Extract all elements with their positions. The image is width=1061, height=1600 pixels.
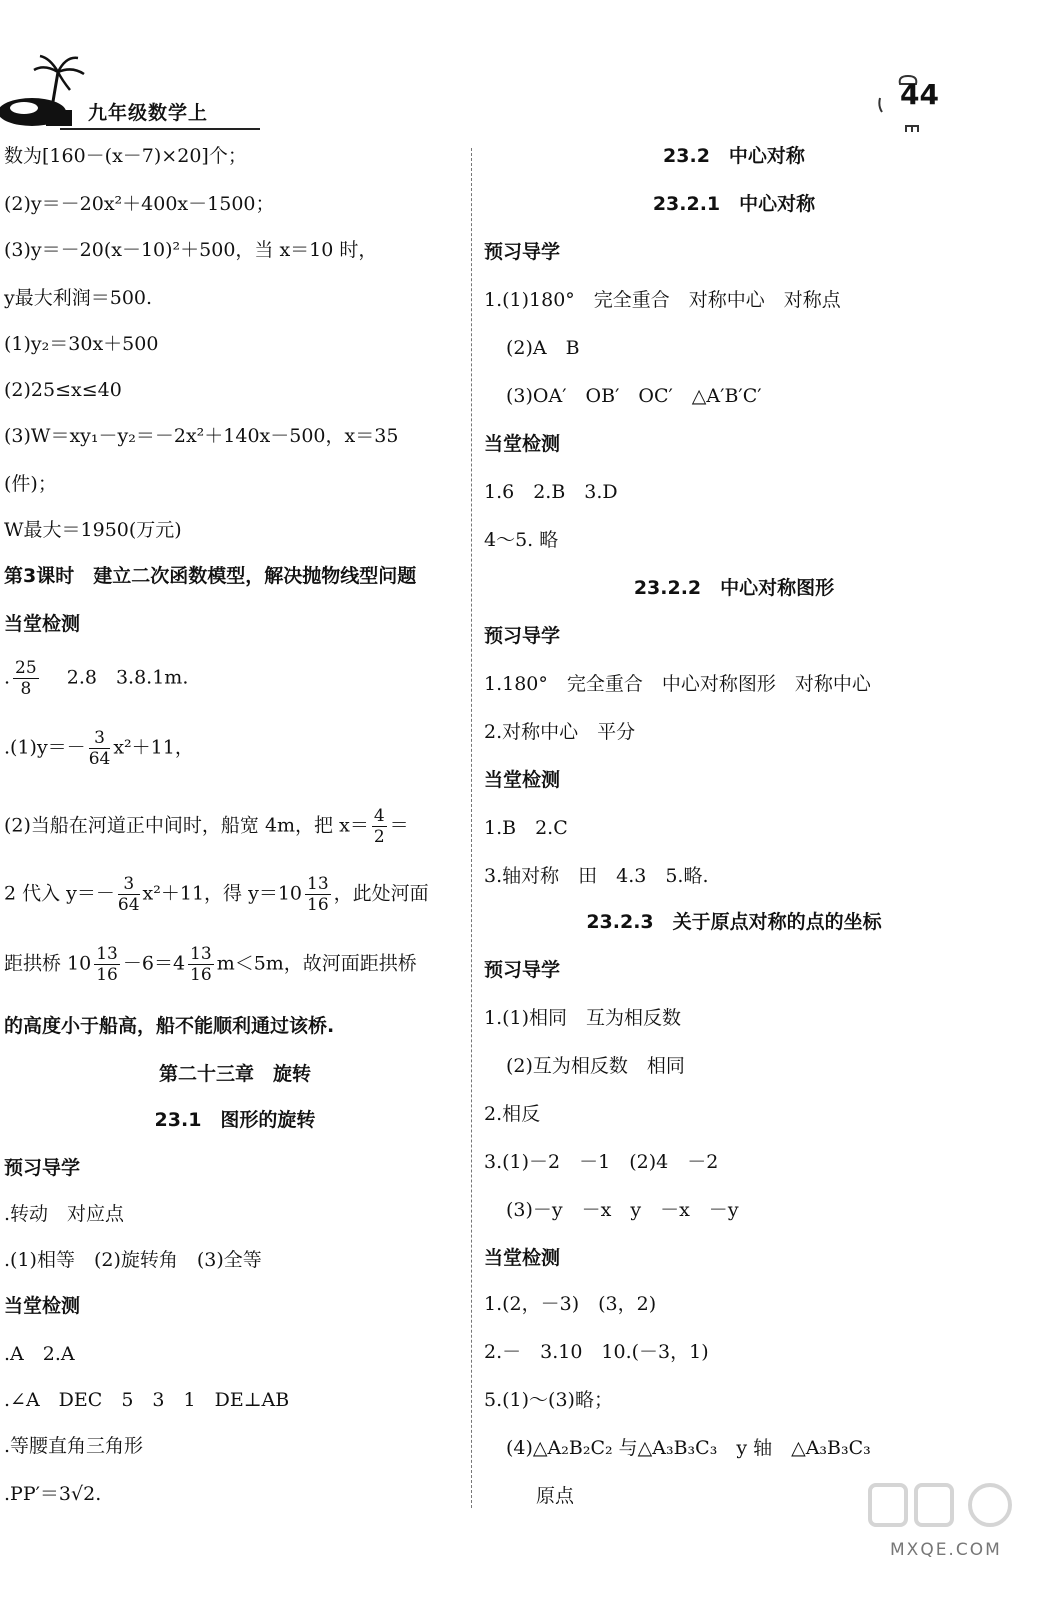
answer-line: 距拱桥 10 $\frac{13}{16}$ －6＝4 $\frac{13}{16}$ m＜5m，故河面距拱桥 [4,944,417,985]
answer-line: .A 2.A [4,1343,75,1365]
answer-line: y最大利润＝500. [4,287,153,309]
answer-line: . $\frac{25}{8}$ 2.8 3.8.1m. [4,658,189,699]
section-heading: 当堂检测 [4,613,81,635]
fraction: $\frac{3}{64}$ [117,874,140,915]
answer-line: 5.(1)～(3)略； [484,1389,613,1411]
section-heading: 当堂检测 [4,1295,81,1317]
answer-line: (2)y＝－20x²＋400x－1500； [4,193,275,215]
section-heading: 23.1 图形的旋转 [154,1109,316,1131]
answer-line: 1.6 2.B 3.D [484,481,618,503]
answer-line: 2.－ 3.10 10.(－3，1) [484,1341,709,1363]
answer-line: 2.对称中心 平分 [484,721,636,743]
answer-line: (3)－y －x y －x －y [506,1199,739,1221]
section-heading: 预习导学 [4,1157,81,1179]
answer-line: .∠A DEC 5 3 1 DE⊥AB [4,1389,290,1411]
section-heading: 23.2 中心对称 [663,145,805,167]
fraction: $\frac{4}{2}$ [373,806,385,847]
answer-line: 原点 [536,1485,575,1507]
answer-line: .(1)y＝－ $\frac{3}{64}$ x²＋11， [4,728,194,769]
header-title: 九年级数学上 [88,102,209,124]
watermark-logo-icon [860,1480,1040,1540]
section-heading: 预习导学 [484,625,561,647]
header-rule [60,128,260,130]
answer-line: 1.180° 完全重合 中心对称图形 对称中心 [484,673,871,695]
palm-island-logo-icon [0,50,90,135]
section-heading: 预习导学 [484,959,561,981]
fraction: $\frac{13}{16}$ [96,944,118,985]
page-header [0,50,1061,140]
answer-line: 2 代入 y＝－ $\frac{3}{64}$ x²＋11，得 y＝10 $\frac{13}{16}$ ，此处河面 [4,874,429,915]
section-heading: 当堂检测 [484,1247,561,1269]
answer-line: 3.(1)－2 －1 (2)4 －2 [484,1151,719,1173]
answer-line: (2)25≤x≤40 [4,379,122,401]
answer-line: (3)y＝－20(x－10)²＋500，当 x＝10 时， [4,239,378,261]
answer-line: .转动 对应点 [4,1203,125,1225]
fraction: $\frac{13}{16}$ [307,874,329,915]
answer-line: 数为[160－(x－7)×20]个； [4,145,247,167]
answer-line: 1.B 2.C [484,817,568,839]
answer-line: (4)△A₂B₂C₂ 与△A₃B₃C₃ y 轴 △A₃B₃C₃ [506,1437,871,1459]
answer-line: (2)当船在河道正中间时，船宽 4m，把 x＝ $\frac{4}{2}$ ＝ [4,806,409,847]
lesson-heading: 第3课时 建立二次函数模型，解决抛物线型问题 [4,565,417,587]
section-heading: 当堂检测 [484,769,561,791]
section-heading: 23.2.2 中心对称图形 [633,577,835,599]
answer-line: 2.相反 [484,1103,541,1125]
fraction: $\frac{3}{64}$ [88,728,111,769]
page-number: 44 [900,78,939,111]
fraction: $\frac{13}{16}$ [190,944,212,985]
answer-line: (2)互为相反数 相同 [506,1055,685,1077]
answer-line: .PP′＝3√2. [4,1483,102,1505]
section-heading: 23.2.1 中心对称 [652,193,816,215]
section-heading: 23.2.3 关于原点对称的点的坐标 [586,911,882,933]
answer-line: 的高度小于船高，船不能顺利通过该桥. [4,1015,335,1037]
answer-line: 1.(1)相同 互为相反数 [484,1007,682,1029]
watermark-text: MXQE.COM [890,1540,1002,1560]
answer-line: 1.(2，－3) (3，2) [484,1293,657,1315]
answer-line: W最大＝1950(万元) [4,519,182,541]
answer-line: (3)W＝xy₁－y₂＝－2x²＋140x－500，x＝35 [4,425,399,447]
column-divider [471,148,472,1508]
answer-line: (2)A B [506,337,580,359]
answer-line: 3.轴对称 田 4.3 5.略. [484,865,709,887]
section-heading: 当堂检测 [484,433,561,455]
answer-line: 1.(1)180° 完全重合 对称中心 对称点 [484,289,841,311]
answer-line: 4～5. 略 [484,529,559,551]
answer-line: (1)y₂＝30x＋500 [4,333,159,355]
answer-line: (件)； [4,473,57,495]
fraction: $\frac{25}{8}$ [15,658,37,699]
answer-line: (3)OA′ OB′ OC′ △A′B′C′ [506,385,762,407]
answer-line: .等腰直角三角形 [4,1435,144,1457]
section-heading: 预习导学 [484,241,561,263]
chapter-heading: 第二十三章 旋转 [158,1063,311,1085]
answer-line: .(1)相等 (2)旋转角 (3)全等 [4,1249,262,1271]
